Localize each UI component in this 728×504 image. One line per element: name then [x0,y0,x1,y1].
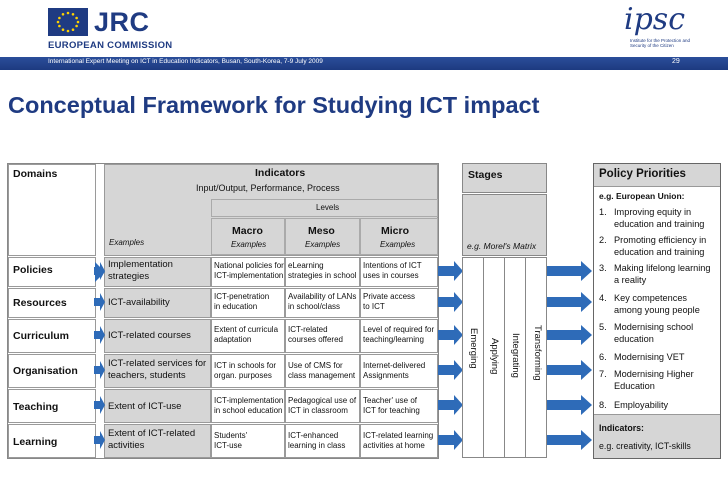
meso-cell: Pedagogical use of ICT in classroom [288,396,357,415]
policy-item: 6. [599,352,607,362]
micro-cell: Level of required for teaching/learning [363,325,435,344]
macro-cell: Extent of curricula adaptation [214,325,279,344]
macro-cell: National policies for ICT-implementation [214,261,284,280]
policy-item-text: Making lifelong learning a reality [614,263,711,285]
meso-header: Meso [308,225,335,237]
domains-header: Domains [13,168,58,180]
stage-transforming: Transforming [532,325,543,381]
policy-item: 3. [599,263,607,273]
policy-item-text: Promoting efficiency in education and training [614,235,707,257]
macro-cell: ICT in schools for organ. purposes [214,361,277,380]
policy-item: 2. [599,235,607,245]
domain-organisation: Organisation [13,365,78,377]
macro-cell: ICT-implementation in school education [214,396,284,415]
example-cell: Extent of ICT-use [108,401,182,412]
example-cell: ICT-related services for teachers, students [108,358,207,381]
policy-item: 4. [599,293,607,303]
domain-teaching: Teaching [13,401,59,413]
example-cell: Extent of ICT-related activities [108,428,196,451]
meso-examples: Examples [305,240,341,249]
domain-policies: Policies [13,264,53,276]
micro-cell: Teacher' use of ICT for teaching [363,396,420,415]
stage-emerging: Emerging [468,328,479,369]
micro-cell: Intentions of ICT uses in courses [363,261,422,280]
example-cell: ICT-related courses [108,330,191,341]
policy-item-text: Modernising VET [614,352,685,362]
meso-cell: Use of CMS for class management [288,361,356,380]
meeting-caption: International Expert Meeting on ICT in Education Indicators, Busan, South-Korea, 7-9 July 2009 [48,58,323,65]
indicators-header: Indicators [255,167,306,179]
policy-indicators-label: Indicators: [599,423,644,433]
macro-examples: Examples [231,240,267,249]
policy-item: 7. [599,369,607,379]
policy-subheader: e.g. European Union: [599,191,685,201]
meso-cell: eLearning strategies in school [288,261,357,280]
policy-header: Policy Priorities [599,168,686,180]
micro-cell: Private access to ICT [363,292,416,311]
meso-cell: ICT-related courses offered [288,325,343,344]
example-cell: Implementation strategies [108,259,173,282]
jrc-logo-text: JRC [94,7,150,37]
policy-item-text: Modernising Higher Education [614,369,694,391]
example-cell: ICT-availability [108,297,170,308]
micro-cell: ICT-related learning activities at home [363,431,434,450]
policy-item-text: Key competences among young people [614,293,700,315]
policy-indicators-value: e.g. creativity, ICT-skills [599,441,691,451]
micro-header: Micro [381,225,410,237]
macro-cell: ICT-penetration in education [214,292,270,311]
meso-cell: ICT-enhanced learning in class [288,431,346,450]
policy-item-text: Improving equity in education and training [614,207,705,229]
micro-cell: Internet-delivered Assignments [363,361,426,380]
stages-example: e.g. Morel's Matrix [467,241,537,251]
policy-item-text: Modernising school education [614,322,694,344]
ipsc-logo: ipsc Institute for the Protection and Security of the Citizen [624,2,691,48]
slide-title: Conceptual Framework for Studying ICT impact [8,92,540,118]
stages-header: Stages [468,169,503,181]
macro-cell: Students' ICT-use [214,431,248,450]
policy-item-text: Employability [614,400,669,410]
meso-cell: Availability of LANs in school/class [288,292,357,311]
indicators-subheader: Input/Output, Performance, Process [196,183,340,193]
policy-item: 8. [599,400,607,410]
domain-curriculum: Curriculum [13,330,70,342]
page-number: 29 [672,58,680,65]
policy-item: 1. [599,207,607,217]
domain-learning: Learning [13,436,58,448]
examples-label: Examples [109,238,145,247]
macro-header: Macro [232,225,263,237]
eu-flag-icon [48,8,88,36]
stage-integrating: Integrating [510,333,521,378]
european-commission-text: EUROPEAN COMMISSION [48,40,173,51]
domain-resources: Resources [13,297,67,309]
policy-item: 5. [599,322,607,332]
levels-label: Levels [316,203,340,212]
stage-applying: Applying [489,338,500,375]
micro-examples: Examples [380,240,416,249]
